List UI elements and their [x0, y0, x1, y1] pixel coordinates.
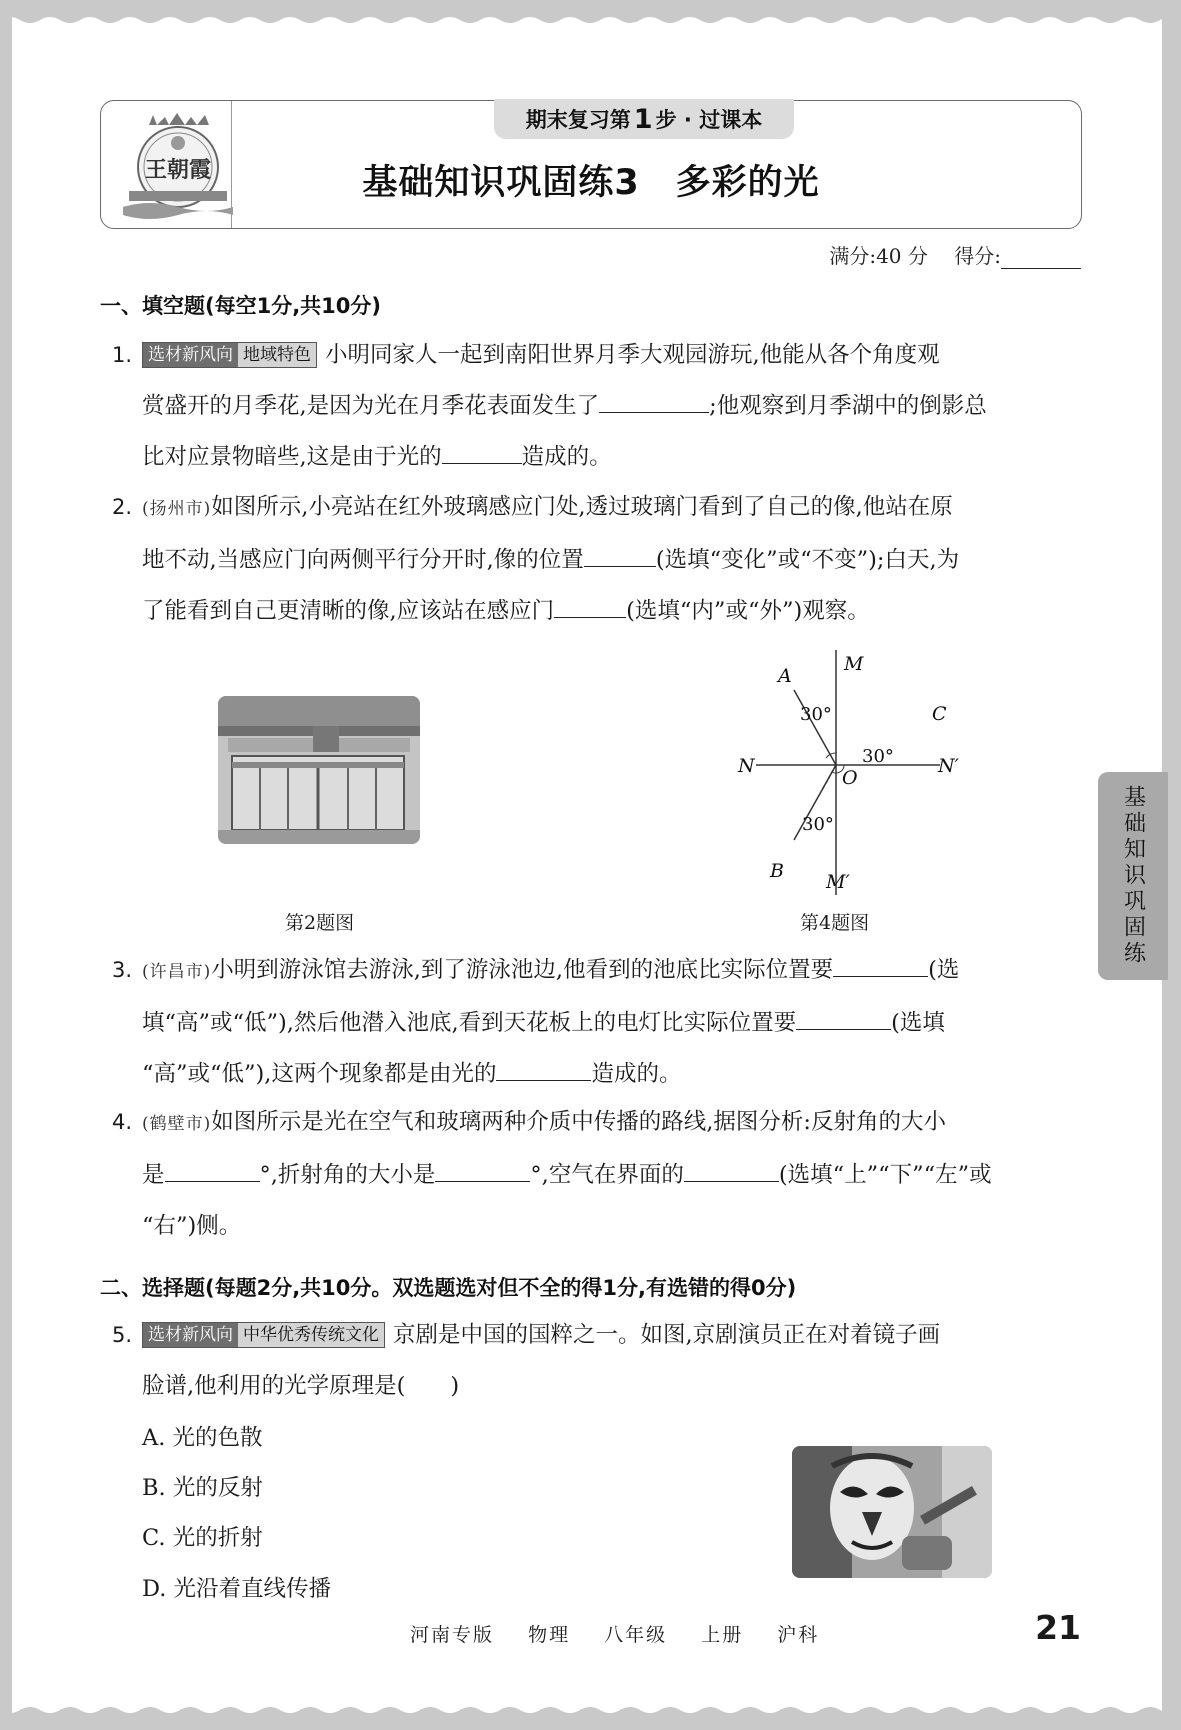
- q3-blank-2[interactable]: [796, 1007, 891, 1030]
- wavy-border-bottom: [0, 1696, 1181, 1730]
- label-M: M: [844, 653, 864, 675]
- q4-blank-2[interactable]: [435, 1159, 530, 1182]
- q2-source: (扬州市): [142, 499, 212, 519]
- q4-line2b: °,折射角的大小是: [259, 1162, 436, 1188]
- q1-tag-region: 地域特色: [238, 343, 316, 367]
- q4-blank-1[interactable]: [165, 1159, 260, 1182]
- q2-line3a: 了能看到自己更清晰的像,应该站在感应门: [142, 598, 555, 624]
- label-C: C: [932, 703, 947, 725]
- q2-line1: 如图所示,小亮站在红外玻璃感应门处,透过玻璃门看到了自己的像,他站在原: [211, 494, 953, 520]
- question-5: [112, 1310, 1080, 1412]
- q4-line2a: 是: [142, 1162, 165, 1188]
- footer-edition: 沪科: [777, 1624, 820, 1646]
- q1-line2b: ;他观察到月季湖中的倒影总: [709, 393, 987, 419]
- q3-line3a: “高”或“低”),这两个现象都是由光的: [142, 1061, 497, 1087]
- score-blank[interactable]: [1001, 248, 1081, 269]
- q2-blank-1[interactable]: [584, 544, 656, 567]
- label-O: O: [842, 767, 858, 789]
- q2-line2a: 地不动,当感应门向两侧平行分开时,像的位置: [142, 547, 584, 573]
- q3-line3b: 造成的。: [591, 1061, 682, 1087]
- q2-line2b: (选填“变化”或“不变”);白天,为: [655, 547, 960, 573]
- question-3: [112, 945, 1080, 1100]
- q3-line1a: 小明到游泳馆去游泳,到了游泳池边,他看到的池底比实际位置要: [211, 957, 834, 983]
- angle-label-right: 30°: [862, 746, 894, 767]
- angle-label-top: 30°: [800, 704, 832, 725]
- q1-blank-1[interactable]: [599, 390, 709, 413]
- footer-grade: 八年级: [604, 1624, 668, 1646]
- q3-source: (许昌市): [142, 962, 212, 982]
- q1-line3b: 造成的。: [521, 444, 612, 470]
- logo-text: 王朝霞: [144, 157, 212, 183]
- footer-subject: 物理: [528, 1624, 571, 1646]
- label-N-prime: N′: [938, 755, 959, 777]
- side-tab: [1098, 772, 1168, 980]
- q4-source: (鹤壁市): [142, 1114, 212, 1134]
- angle-label-bottom: 30°: [802, 814, 834, 835]
- full-score: 满分:40 分: [829, 244, 928, 268]
- section-2-title: 二、选择题(每题2分,共10分。双选题选对但不全的得1分,有选错的得0分): [100, 1276, 797, 1300]
- q5-option-b[interactable]: B. 光的反射: [142, 1475, 263, 1501]
- q5-line1: 京剧是中国的国粹之一。如图,京剧演员正在对着镜子画: [393, 1322, 941, 1348]
- q4-line2d: (选填“上”“下”“左”或: [778, 1162, 992, 1188]
- glass-door-photo: [218, 696, 420, 844]
- question-1: [112, 330, 1080, 483]
- q2-blank-2[interactable]: [554, 595, 626, 618]
- q3-line1b: (选: [928, 957, 960, 983]
- q5-number: 5.: [112, 1323, 133, 1347]
- q5-tag-new: 选材新风向: [143, 1323, 238, 1347]
- q1-line2a: 赏盛开的月季花,是因为光在月季花表面发生了: [142, 393, 600, 419]
- label-N: N: [738, 755, 755, 777]
- question-4: [112, 1097, 1080, 1252]
- score-line: [829, 240, 1081, 269]
- q3-blank-3[interactable]: [496, 1058, 591, 1081]
- page-number: 21: [1035, 1608, 1081, 1647]
- figure-2-caption: 第2题图: [285, 912, 355, 934]
- q5-option-d[interactable]: D. 光沿着直线传播: [142, 1576, 332, 1602]
- side-tab-label: 基础知识巩固练: [1120, 785, 1146, 967]
- section-1-title: 一、填空题(每空1分,共10分): [100, 294, 382, 318]
- q3-line2a: 填“高”或“低”),然后他潜入池底,看到天花板上的电灯比实际位置要: [142, 1010, 797, 1036]
- score-label: 得分:: [954, 244, 1001, 268]
- q1-tag: [142, 342, 317, 368]
- step-number: 1: [633, 103, 653, 135]
- q1-tag-new: 选材新风向: [143, 343, 238, 367]
- header-card: [100, 100, 1082, 229]
- q5-line2: 脸谱,他利用的光学原理是( ): [142, 1373, 460, 1399]
- ray-AO: [794, 690, 836, 765]
- q4-line1: 如图所示是光在空气和玻璃两种介质中传播的路线,据图分析:反射角的大小: [211, 1109, 946, 1135]
- question-2: [112, 482, 1080, 637]
- page-title: 基础知识巩固练3 多彩的光: [362, 163, 820, 203]
- step-prefix: 期末复习第: [525, 108, 631, 132]
- light-path-diagram: [720, 640, 980, 900]
- q3-line2b: (选填: [891, 1010, 945, 1036]
- q2-number: 2.: [112, 495, 133, 519]
- q1-number: 1.: [112, 343, 133, 367]
- q1-line1: 小明同家人一起到南阳世界月季大观园游玩,他能从各个角度观: [325, 342, 940, 368]
- q5-tag-culture: 中华优秀传统文化: [238, 1323, 384, 1347]
- q5-tag: [142, 1322, 385, 1348]
- wavy-border-top: [0, 0, 1181, 34]
- q1-blank-2[interactable]: [442, 441, 522, 464]
- step-suffix: 步 · 过课本: [655, 108, 763, 132]
- figure-4-caption: 第4题图: [800, 912, 870, 934]
- q4-blank-3[interactable]: [684, 1159, 779, 1182]
- q4-line3: “右”)侧。: [142, 1213, 242, 1239]
- footer-province: 河南专版: [410, 1624, 495, 1646]
- label-M-prime: M′: [826, 871, 850, 893]
- q4-line2c: °,空气在界面的: [530, 1162, 684, 1188]
- label-A: A: [778, 665, 792, 687]
- footer-volume: 上册: [701, 1624, 744, 1646]
- q3-blank-1[interactable]: [833, 954, 928, 977]
- q3-number: 3.: [112, 958, 133, 982]
- step-banner: [494, 99, 794, 139]
- q4-number: 4.: [112, 1110, 133, 1134]
- q5-option-a[interactable]: A. 光的色散: [142, 1425, 263, 1451]
- footer: [410, 1620, 845, 1647]
- opera-performer-photo: [792, 1446, 992, 1578]
- label-B: B: [770, 860, 784, 882]
- q5-option-c[interactable]: C. 光的折射: [142, 1525, 263, 1551]
- q1-line3a: 比对应景物暗些,这是由于光的: [142, 444, 442, 470]
- q2-line3b: (选填“内”或“外”)观察。: [626, 598, 870, 624]
